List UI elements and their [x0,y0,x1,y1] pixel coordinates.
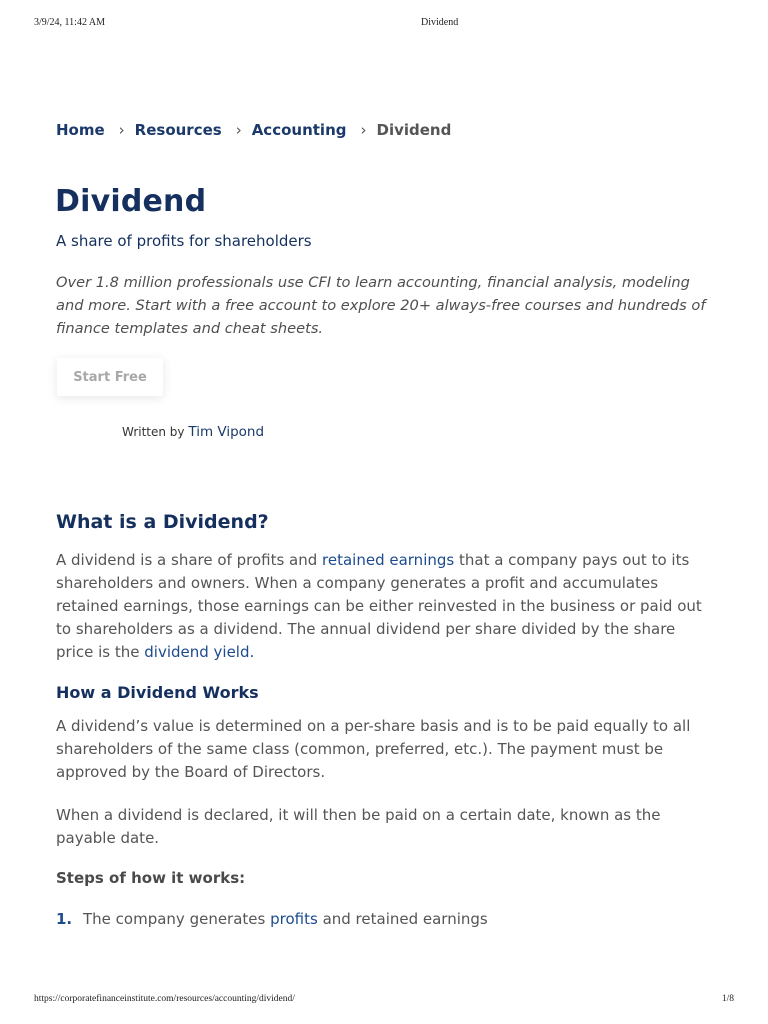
text-span: The company generates [83,910,271,928]
byline-prefix: Written by [122,425,185,439]
author-link[interactable]: Tim Vipond [188,424,265,440]
site-nav-bar [36,84,734,104]
how-paragraph-1: A dividend’s value is determined on a per-share basis and is to be paid equally to all shareholders of the same class (common, preferred, etc.). The payment must be approved by the Board of Directors. [56,717,691,781]
text-span: that a company pays out to its shareholders and owners. When a company generates a profit and accumulates retained earnings, those earnings can be either reinvested in the business or paid out to shareholders as a dividend. The annual dividend per share divided by the share price is the [56,551,702,661]
list-number: 1. [56,910,73,928]
list-text [83,910,488,928]
how-paragraph-2: When a dividend is declared, it will then be paid on a certain date, known as the payable date. [56,806,661,847]
text-span: . [249,643,255,661]
breadcrumb-home-link[interactable]: Home [56,121,105,139]
print-header [34,17,734,31]
breadcrumb-resources-link[interactable]: Resources [134,121,222,139]
byline [122,424,264,440]
print-url: https://corporatefinanceinstitute.com/resources/accounting/dividend/ [34,994,295,1004]
print-footer [34,994,734,1008]
chevron-right-icon: › [235,121,242,139]
dividend-yield-link[interactable]: dividend yield [144,643,250,661]
breadcrumb-accounting-link[interactable]: Accounting [251,121,347,139]
print-timestamp: 3/9/24, 11:42 AM [34,17,106,28]
print-page-title: Dividend [421,17,459,28]
print-page-number: 1/8 [721,994,734,1004]
section-heading-how-it-works: How a Dividend Works [56,683,259,702]
breadcrumb [56,121,451,139]
list-item [56,910,488,928]
chevron-right-icon: › [118,121,125,139]
steps-label: Steps of how it works: [56,869,246,887]
breadcrumb-current: Dividend [376,121,452,139]
promo-text: Over 1.8 million professionals use CFI to learn accounting, financial analysis, modeling and more. Start with a free account to explore 20+ always-free courses and hundreds of finance templates and cheat sheets. [56,274,706,337]
start-free-button[interactable]: Start Free [57,358,163,396]
page-subtitle: A share of profits for shareholders [56,232,312,250]
what-is-paragraph [56,549,716,664]
section-heading-what-is: What is a Dividend? [56,511,269,533]
text-span: A dividend is a share of profits and [56,551,323,569]
page-title: Dividend [55,184,207,219]
profits-link[interactable]: profits [270,910,318,928]
retained-earnings-link[interactable]: retained earnings [322,551,455,569]
chevron-right-icon: › [360,121,367,139]
text-span: and retained earnings [317,910,488,928]
